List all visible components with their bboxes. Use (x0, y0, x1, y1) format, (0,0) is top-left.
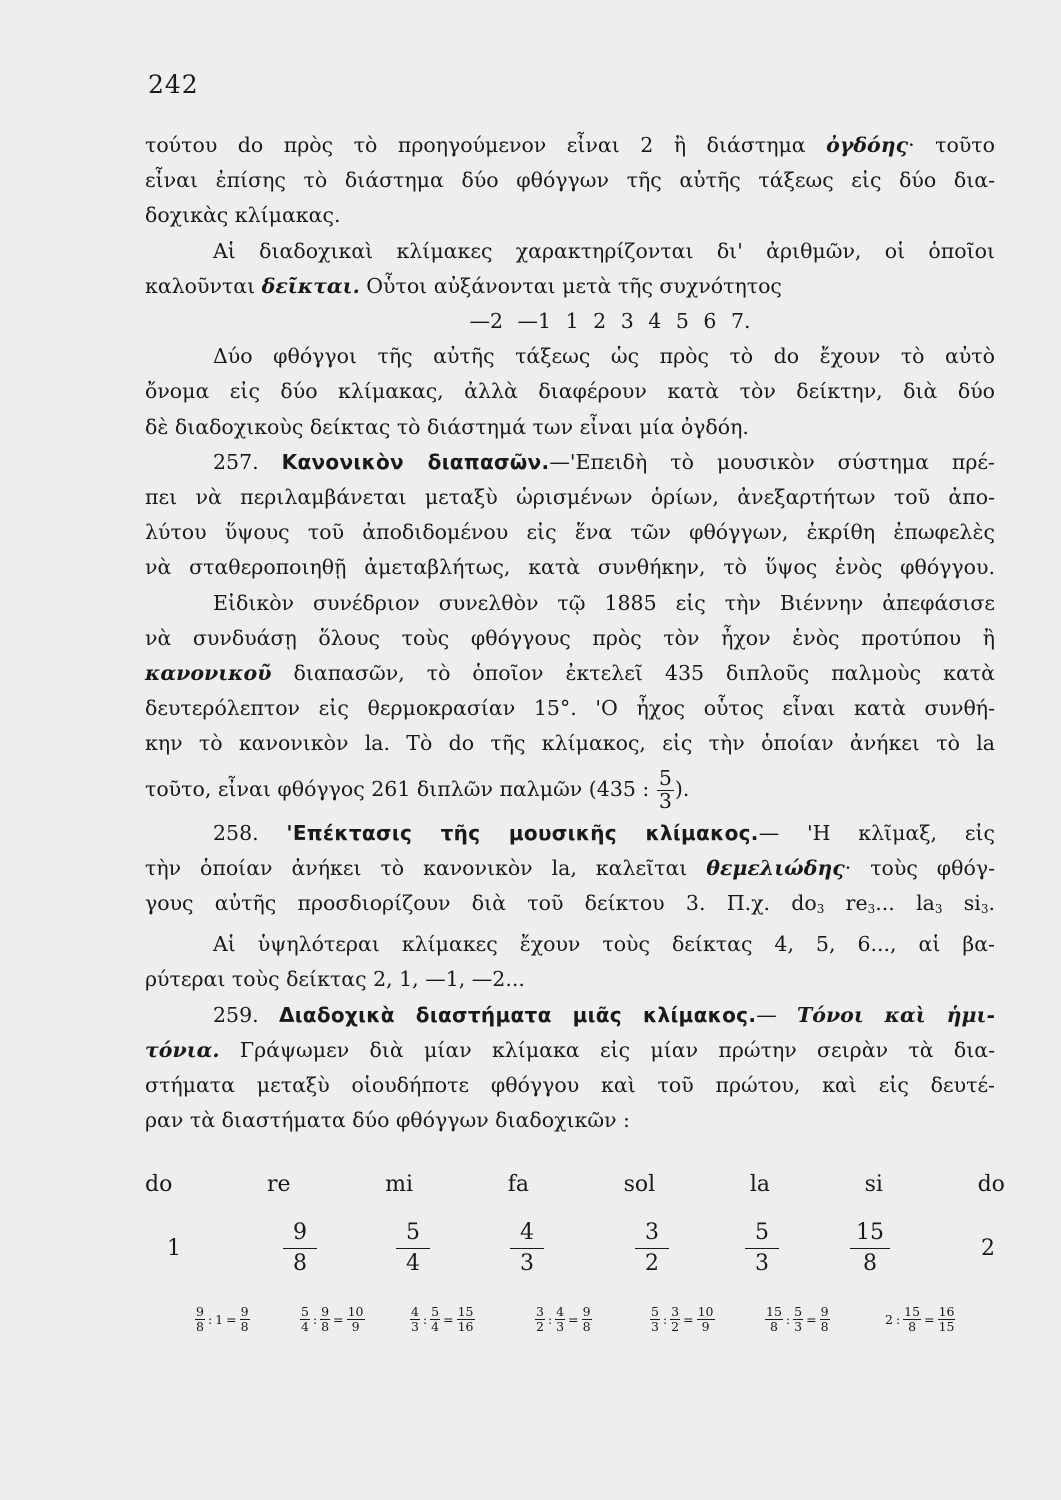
text-line: δοχικὰς κλίμακας. (145, 203, 341, 228)
numerator: 9 (820, 1304, 829, 1319)
calc-result (582, 1305, 592, 1334)
text-line: νὰ συνδυάσῃ ὅλους τοὺς φθόγγους πρὸς τὸν ἦχον ἑνὸς προτύπου ἢ (145, 625, 995, 650)
calc-term (410, 1305, 420, 1334)
numerator: 5 (755, 1220, 769, 1245)
note-name: re (266, 1172, 291, 1197)
denominator: 8 (293, 1251, 307, 1276)
section-title: Διαδοχικὰ διαστήματα μιᾶς κλίμακος. (278, 1002, 757, 1027)
equals-operator: = (443, 1312, 454, 1327)
calc-term (670, 1305, 680, 1334)
note-name: si (864, 1172, 883, 1197)
ratio-fraction (635, 1218, 669, 1279)
calc-result (697, 1305, 715, 1334)
denominator: 8 (863, 1251, 877, 1276)
denominator: 8 (240, 1319, 249, 1334)
section-title: Κανονικὸν διαπασῶν. (281, 449, 550, 474)
denominator: 3 (520, 1251, 534, 1276)
text-line: ὄνομα εἰς δύο κλίμακας, ἀλλὰ διαφέρουν κατὰ τὸν δείκτην, διὰ δύο (145, 379, 995, 404)
text-run: · τοῦτο (908, 133, 995, 157)
numerator: 15 (904, 1304, 921, 1319)
note-name: la (749, 1172, 770, 1197)
note-name: sol (623, 1172, 656, 1197)
text-line: λύτου ὕψους τοῦ ἀποδιδομένου εἰς ἕνα τῶν φθόγγων, ἐκρίθη ἐπωφελὲς (145, 520, 995, 545)
text-run: διαπασῶν, τὸ ὁποῖον ἐκτελεῖ 435 διπλοῦς παλμοὺς κατὰ (271, 661, 995, 686)
denominator: 3 (411, 1319, 419, 1334)
interval-calculation (650, 1305, 715, 1334)
divide-operator: : (662, 1312, 668, 1327)
scale-notes-row (145, 1172, 1005, 1197)
numerator: 4 (520, 1220, 534, 1245)
denominator: 9 (351, 1319, 360, 1334)
interval-calculation (300, 1305, 365, 1334)
subscript: 3 (867, 902, 876, 917)
numerator: 4 (411, 1304, 419, 1319)
divide-operator: : (785, 1312, 791, 1327)
text-run: καλοῦνται (145, 273, 262, 298)
section-heading-257 (145, 445, 995, 480)
numerator: 3 (671, 1304, 680, 1319)
emphasis-term: θεμελιώδης (706, 855, 845, 880)
numerator: 4 (556, 1304, 565, 1319)
text-run: —'Επειδὴ τὸ μουσικὸν σύστημα πρέ- (549, 449, 995, 474)
denominator: 15 (938, 1319, 955, 1334)
text-line (145, 762, 995, 816)
denominator: 2 (536, 1319, 544, 1334)
denominator: 4 (301, 1319, 309, 1334)
equals-operator: = (333, 1312, 344, 1327)
text-line (145, 886, 995, 927)
calc-result (938, 1305, 956, 1334)
text-line: πει νὰ περιλαμβάνεται μεταξὺ ὡρισμένων ὁρίων, ἀνεξαρτήτων τοῦ ἀπο- (145, 485, 995, 510)
calc-term (765, 1305, 783, 1334)
ratio-fraction (510, 1218, 544, 1279)
emphasis-term: δεῖκται. (261, 273, 360, 298)
text-line: κην τὸ κανονικὸν la. Τὸ do τῆς κλίμακος, εἰς τὴν ὁποίαν ἀνήκει τὸ la (145, 731, 995, 756)
denominator: 8 (196, 1319, 204, 1334)
text-line (145, 1033, 995, 1068)
section-subtitle: τόνια. (145, 1037, 220, 1062)
divide-operator: : (895, 1312, 901, 1327)
text-line: Αἱ διαδοχικαὶ κλίμακες χαρακτηρίζονται δι' ἀριθμῶν, οἱ ὁποῖοι (213, 238, 995, 263)
numerator: 5 (794, 1304, 803, 1319)
ratio-value: 2 (981, 1236, 995, 1261)
text-run: Οὗτοι αὐξάνονται μετὰ τῆς συχνότητος (359, 273, 782, 298)
text-line: νὰ σταθεροποιηθῇ ἀμεταβλήτως, κατὰ συνθήκην, τὸ ὕψος ἑνὸς φθόγγου. (145, 555, 995, 580)
denominator: 8 (908, 1319, 917, 1334)
denominator: 8 (769, 1319, 778, 1334)
text-line: στήματα μεταξὺ οἱουδήποτε φθόγγου καὶ τοῦ πρώτου, καὶ εἰς δευτέ- (145, 1073, 995, 1098)
text-run: re (824, 891, 868, 916)
denominator: 9 (701, 1319, 710, 1334)
divide-operator: : (312, 1312, 318, 1327)
ratio-fraction (745, 1218, 779, 1279)
emphasis-term: κανονικοῦ (145, 661, 272, 686)
text-line: Αἱ ὑψηλότεραι κλίμακες ἔχουν τοὺς δείκτας 4, 5, 6..., αἱ βα- (213, 932, 995, 957)
text-line: ρύτεραι τοὺς δείκτας 2, 1, —1, —2... (145, 967, 525, 992)
equals-operator: = (683, 1312, 694, 1327)
text-line (145, 128, 995, 163)
denominator: 8 (820, 1319, 829, 1334)
numerator: 9 (321, 1304, 330, 1319)
numerator: 3 (536, 1304, 544, 1319)
ratio-fraction (850, 1218, 890, 1279)
denominator: 3 (651, 1319, 659, 1334)
calc-term (320, 1305, 330, 1334)
text-run: — (756, 1002, 798, 1027)
text-run: γους αὐτῆς προσδιορίζουν διὰ τοῦ δείκτου 3. Π.χ. do (145, 891, 817, 916)
text-run: ... la (875, 891, 935, 916)
section-title: 'Επέκτασις τῆς μουσικῆς κλίμακος. (286, 820, 759, 845)
fraction (657, 768, 674, 812)
numerator: 9 (240, 1304, 249, 1319)
text-line: δευτερόλεπτον εἰς θερμοκρασίαν 15°. 'Ο ἦχος οὗτος εἶναι κατὰ συνθή- (145, 696, 995, 721)
denominator: 3 (556, 1319, 565, 1334)
page-number: 242 (148, 70, 199, 99)
numerator: 15 (457, 1304, 474, 1319)
successive-intervals-row (195, 1305, 995, 1345)
text-line (145, 851, 995, 886)
calc-term (430, 1305, 440, 1334)
calc-result (347, 1305, 365, 1334)
denominator: 4 (431, 1319, 440, 1334)
body-text (145, 128, 995, 1138)
denominator: 8 (321, 1319, 330, 1334)
equals-operator: = (226, 1312, 237, 1327)
interval-calculation (410, 1305, 475, 1334)
equals-operator: = (924, 1312, 935, 1327)
numerator: 10 (697, 1304, 714, 1319)
interval-calculation (535, 1305, 592, 1334)
denominator: 8 (582, 1319, 591, 1334)
numerator: 5 (406, 1220, 420, 1245)
numerator: 5 (651, 1304, 659, 1319)
text-line: Δύο φθόγγοι τῆς αὐτῆς τάξεως ὡς πρὸς τὸ do ἔχουν τὸ αὐτὸ (213, 344, 995, 369)
text-run: . (988, 891, 996, 916)
numerator: 9 (196, 1304, 204, 1319)
text-run: τὴν ὁποίαν ἀνήκει τὸ κανονικὸν la, καλεῖται (145, 855, 707, 880)
numerator: 15 (766, 1304, 782, 1319)
interval-calculation (885, 1305, 955, 1334)
numerator: 16 (938, 1304, 955, 1319)
ratio-fraction (283, 1218, 317, 1279)
numerator: 9 (582, 1304, 591, 1319)
calc-result (820, 1305, 830, 1334)
numerator: 9 (293, 1220, 307, 1245)
denominator: 2 (645, 1251, 659, 1276)
denominator: 2 (671, 1319, 680, 1334)
calc-term (793, 1305, 803, 1334)
index-sequence: —2 —1 1 2 3 4 5 6 7. (469, 309, 751, 334)
text-line (145, 269, 995, 304)
interval-calculation (765, 1305, 830, 1334)
ratio-fraction (396, 1218, 430, 1279)
calc-term (903, 1305, 921, 1334)
text-line: δὲ διαδοχικοὺς δείκτας τὸ διάστημά των εἶναι μία ὀγδόη. (145, 414, 749, 439)
subscript: 3 (934, 902, 943, 917)
denominator: 3 (755, 1251, 769, 1276)
text-run: ). (674, 776, 690, 801)
equals-operator: = (568, 1312, 579, 1327)
calc-term: 2 (885, 1312, 893, 1327)
numerator: 10 (347, 1304, 364, 1319)
calc-term: 1 (215, 1312, 224, 1327)
numerator: 15 (856, 1220, 884, 1245)
divide-operator: : (422, 1312, 428, 1327)
note-name: fa (507, 1172, 529, 1197)
section-heading-258 (145, 816, 995, 851)
text-run: τοῦτο, εἶναι φθόγγος 261 διπλῶν παλμῶν (435 : (145, 776, 656, 801)
calc-term (555, 1305, 565, 1334)
note-name: do (977, 1172, 1005, 1197)
ratio-value: 1 (167, 1236, 181, 1261)
text-run: si (942, 891, 981, 916)
calc-term (195, 1305, 205, 1334)
section-heading-259 (145, 998, 995, 1033)
text-line: ραν τὰ διαστήματα δύο φθόγγων διαδοχικῶν : (145, 1108, 630, 1133)
divide-operator: : (547, 1312, 553, 1327)
note-name: do (145, 1172, 173, 1197)
text-run: τούτου do πρὸς τὸ προηγούμενον εἶναι 2 ἢ διάστημα (145, 133, 827, 157)
numerator: 3 (645, 1220, 659, 1245)
calc-result (457, 1305, 475, 1334)
text-line: εἶναι ἐπίσης τὸ διάστημα δύο φθόγγων τῆς αὐτῆς τάξεως εἰς δύο δια- (145, 168, 995, 193)
denominator: 3 (794, 1319, 803, 1334)
emphasis-term: ὀγδόης (826, 133, 909, 157)
numerator: 5 (431, 1304, 440, 1319)
divide-operator: : (207, 1312, 213, 1327)
denominator: 16 (457, 1319, 474, 1334)
section-number: 257. (213, 449, 282, 474)
calc-term (300, 1305, 310, 1334)
calc-term (535, 1305, 545, 1334)
subscript: 3 (816, 902, 825, 917)
denominator: 4 (406, 1251, 420, 1276)
interval-ratios-row (145, 1218, 1005, 1288)
text-run: · τοὺς φθόγ- (844, 855, 995, 880)
note-name: mi (385, 1172, 414, 1197)
equals-operator: = (806, 1312, 817, 1327)
numerator: 5 (301, 1304, 309, 1319)
section-number: 259. (213, 1002, 279, 1027)
numerator: 5 (658, 766, 672, 791)
text-run: — 'Η κλῖμαξ, εἰς (758, 820, 995, 845)
subscript: 3 (980, 902, 989, 917)
denominator: 3 (658, 788, 672, 813)
section-subtitle: Τόνοι καὶ ἡμι- (797, 1002, 995, 1027)
section-number: 258. (213, 820, 287, 845)
calc-result (240, 1305, 250, 1334)
interval-calculation (195, 1305, 250, 1334)
text-line: Εἰδικὸν συνέδριον συνελθὸν τῷ 1885 εἰς τὴν Βιέννην ἀπεφάσισε (213, 590, 995, 615)
calc-term (650, 1305, 660, 1334)
text-run: Γράψωμεν διὰ μίαν κλίμακα εἰς μίαν πρώτην σειρὰν τὰ δια- (219, 1037, 995, 1062)
text-line (145, 656, 995, 691)
